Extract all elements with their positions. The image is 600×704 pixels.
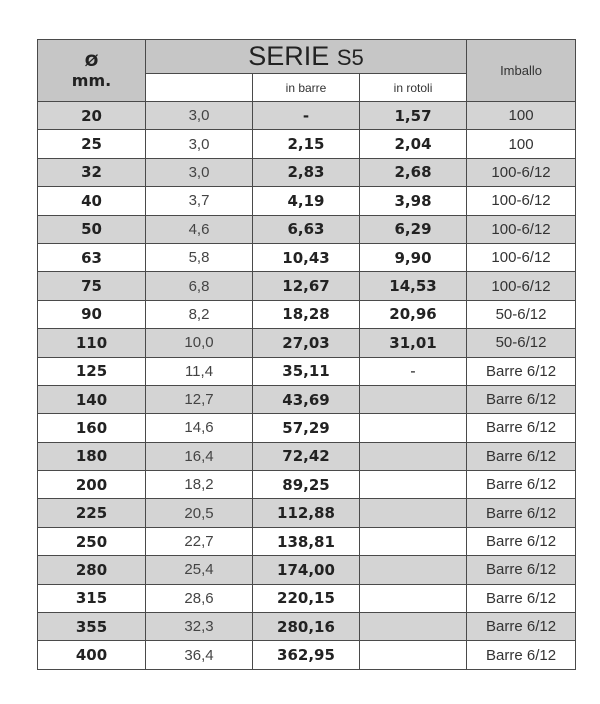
table-row [38, 442, 576, 470]
table-row [38, 641, 576, 669]
table-row [38, 414, 576, 442]
barre-weight-cell: 174,00 [253, 556, 360, 584]
rotoli-weight-cell [360, 471, 467, 499]
table-row [38, 300, 576, 328]
barre-weight-cell: 362,95 [253, 641, 360, 669]
table-row [38, 215, 576, 243]
barre-weight-cell: 89,25 [253, 471, 360, 499]
packaging-cell: Barre 6/12 [467, 414, 576, 442]
barre-weight-cell: 220,15 [253, 584, 360, 612]
barre-weight-cell: 280,16 [253, 613, 360, 641]
diameter-unit: mm. [71, 70, 112, 90]
rotoli-weight-cell [360, 641, 467, 669]
diameter-cell: 280 [38, 556, 146, 584]
s5-thickness-cell: 20,5 [146, 499, 253, 527]
rotoli-weight-cell: 9,90 [360, 243, 467, 271]
barre-weight-cell: 138,81 [253, 527, 360, 555]
s5-thickness-cell: 16,4 [146, 442, 253, 470]
s5-thickness-cell: 32,3 [146, 613, 253, 641]
packaging-cell: Barre 6/12 [467, 471, 576, 499]
barre-weight-cell: - [253, 102, 360, 130]
rotoli-weight-cell [360, 385, 467, 413]
s5-thickness-cell: 5,8 [146, 243, 253, 271]
table-row [38, 272, 576, 300]
table-row [38, 584, 576, 612]
s5-thickness-cell: 4,6 [146, 215, 253, 243]
packaging-cell: Barre 6/12 [467, 556, 576, 584]
diameter-cell: 400 [38, 641, 146, 669]
s5-thickness-cell: 25,4 [146, 556, 253, 584]
diameter-cell: 25 [38, 130, 146, 158]
table-row [38, 357, 576, 385]
packaging-cell: 50-6/12 [467, 329, 576, 357]
packaging-cell: Barre 6/12 [467, 584, 576, 612]
s5-subheader [146, 74, 253, 102]
table-row [38, 471, 576, 499]
barre-weight-cell: 2,15 [253, 130, 360, 158]
diameter-cell: 63 [38, 243, 146, 271]
table-row [38, 130, 576, 158]
diameter-cell: 140 [38, 385, 146, 413]
rotoli-weight-cell [360, 613, 467, 641]
packaging-cell: Barre 6/12 [467, 385, 576, 413]
series-code: S5 [336, 45, 364, 70]
barre-weight-cell: 72,42 [253, 442, 360, 470]
diameter-header [38, 40, 146, 102]
packaging-cell: 100-6/12 [467, 158, 576, 186]
rotoli-weight-cell: 20,96 [360, 300, 467, 328]
barre-weight-cell: 2,83 [253, 158, 360, 186]
s5-thickness-cell: 6,8 [146, 272, 253, 300]
diameter-cell: 90 [38, 300, 146, 328]
s5-thickness-cell: 12,7 [146, 385, 253, 413]
barre-weight-cell: 12,67 [253, 272, 360, 300]
packaging-cell: 100-6/12 [467, 187, 576, 215]
barre-weight-cell: 27,03 [253, 329, 360, 357]
packaging-cell: 100-6/12 [467, 215, 576, 243]
table-row [38, 385, 576, 413]
diameter-cell: 110 [38, 329, 146, 357]
rotoli-weight-cell: 2,04 [360, 130, 467, 158]
series-title [146, 40, 467, 74]
diameter-cell: 250 [38, 527, 146, 555]
packaging-cell: 100 [467, 102, 576, 130]
barre-weight-cell: 10,43 [253, 243, 360, 271]
rotoli-weight-cell: 31,01 [360, 329, 467, 357]
table-row [38, 329, 576, 357]
diameter-cell: 200 [38, 471, 146, 499]
barre-weight-cell: 112,88 [253, 499, 360, 527]
diameter-cell: 32 [38, 158, 146, 186]
rotoli-weight-cell [360, 442, 467, 470]
s5-thickness-cell: 22,7 [146, 527, 253, 555]
diameter-cell: 315 [38, 584, 146, 612]
s5-thickness-cell: 11,4 [146, 357, 253, 385]
packaging-cell: Barre 6/12 [467, 641, 576, 669]
table-row [38, 102, 576, 130]
diameter-cell: 20 [38, 102, 146, 130]
barre-weight-cell: 6,63 [253, 215, 360, 243]
diameter-cell: 355 [38, 613, 146, 641]
diameter-cell: 125 [38, 357, 146, 385]
diameter-cell: 40 [38, 187, 146, 215]
packaging-cell: 100-6/12 [467, 272, 576, 300]
diameter-cell: 180 [38, 442, 146, 470]
barre-subheader: in barre [253, 74, 360, 102]
rotoli-weight-cell [360, 499, 467, 527]
s5-thickness-cell: 3,7 [146, 187, 253, 215]
table-row [38, 613, 576, 641]
table-body [38, 40, 576, 670]
table-row [38, 556, 576, 584]
packaging-cell: Barre 6/12 [467, 442, 576, 470]
barre-weight-cell: 57,29 [253, 414, 360, 442]
s5-thickness-cell: 8,2 [146, 300, 253, 328]
rotoli-subheader: in rotoli [360, 74, 467, 102]
packaging-cell: Barre 6/12 [467, 499, 576, 527]
barre-weight-cell: 35,11 [253, 357, 360, 385]
s5-thickness-cell: 3,0 [146, 158, 253, 186]
barre-weight-cell: 43,69 [253, 385, 360, 413]
packaging-cell: 50-6/12 [467, 300, 576, 328]
rotoli-weight-cell: 1,57 [360, 102, 467, 130]
diameter-symbol: Ø [84, 50, 99, 70]
packaging-cell: Barre 6/12 [467, 357, 576, 385]
packaging-cell: 100 [467, 130, 576, 158]
rotoli-weight-cell [360, 584, 467, 612]
table-row [38, 187, 576, 215]
serie-s5-table [37, 39, 576, 670]
barre-weight-cell: 18,28 [253, 300, 360, 328]
rotoli-weight-cell: 6,29 [360, 215, 467, 243]
rotoli-weight-cell [360, 414, 467, 442]
s5-thickness-cell: 28,6 [146, 584, 253, 612]
diameter-cell: 75 [38, 272, 146, 300]
s5-thickness-cell: 18,2 [146, 471, 253, 499]
packaging-cell: Barre 6/12 [467, 527, 576, 555]
diameter-cell: 160 [38, 414, 146, 442]
s5-thickness-cell: 3,0 [146, 130, 253, 158]
rotoli-weight-cell [360, 527, 467, 555]
table-row [38, 499, 576, 527]
packaging-cell: Barre 6/12 [467, 613, 576, 641]
table-row [38, 158, 576, 186]
table-row [38, 243, 576, 271]
rotoli-weight-cell [360, 556, 467, 584]
packaging-header: Imballo [467, 40, 576, 102]
rotoli-weight-cell: 2,68 [360, 158, 467, 186]
diameter-cell: 225 [38, 499, 146, 527]
s5-thickness-cell: 36,4 [146, 641, 253, 669]
barre-weight-cell: 4,19 [253, 187, 360, 215]
s5-thickness-cell: 3,0 [146, 102, 253, 130]
rotoli-weight-cell: 14,53 [360, 272, 467, 300]
s5-thickness-cell: 14,6 [146, 414, 253, 442]
packaging-cell: 100-6/12 [467, 243, 576, 271]
diameter-cell: 50 [38, 215, 146, 243]
table-row [38, 527, 576, 555]
series-word: SERIE [248, 41, 330, 71]
rotoli-weight-cell: 3,98 [360, 187, 467, 215]
header-row-title [38, 40, 576, 74]
s5-thickness-cell: 10,0 [146, 329, 253, 357]
rotoli-weight-cell: - [360, 357, 467, 385]
